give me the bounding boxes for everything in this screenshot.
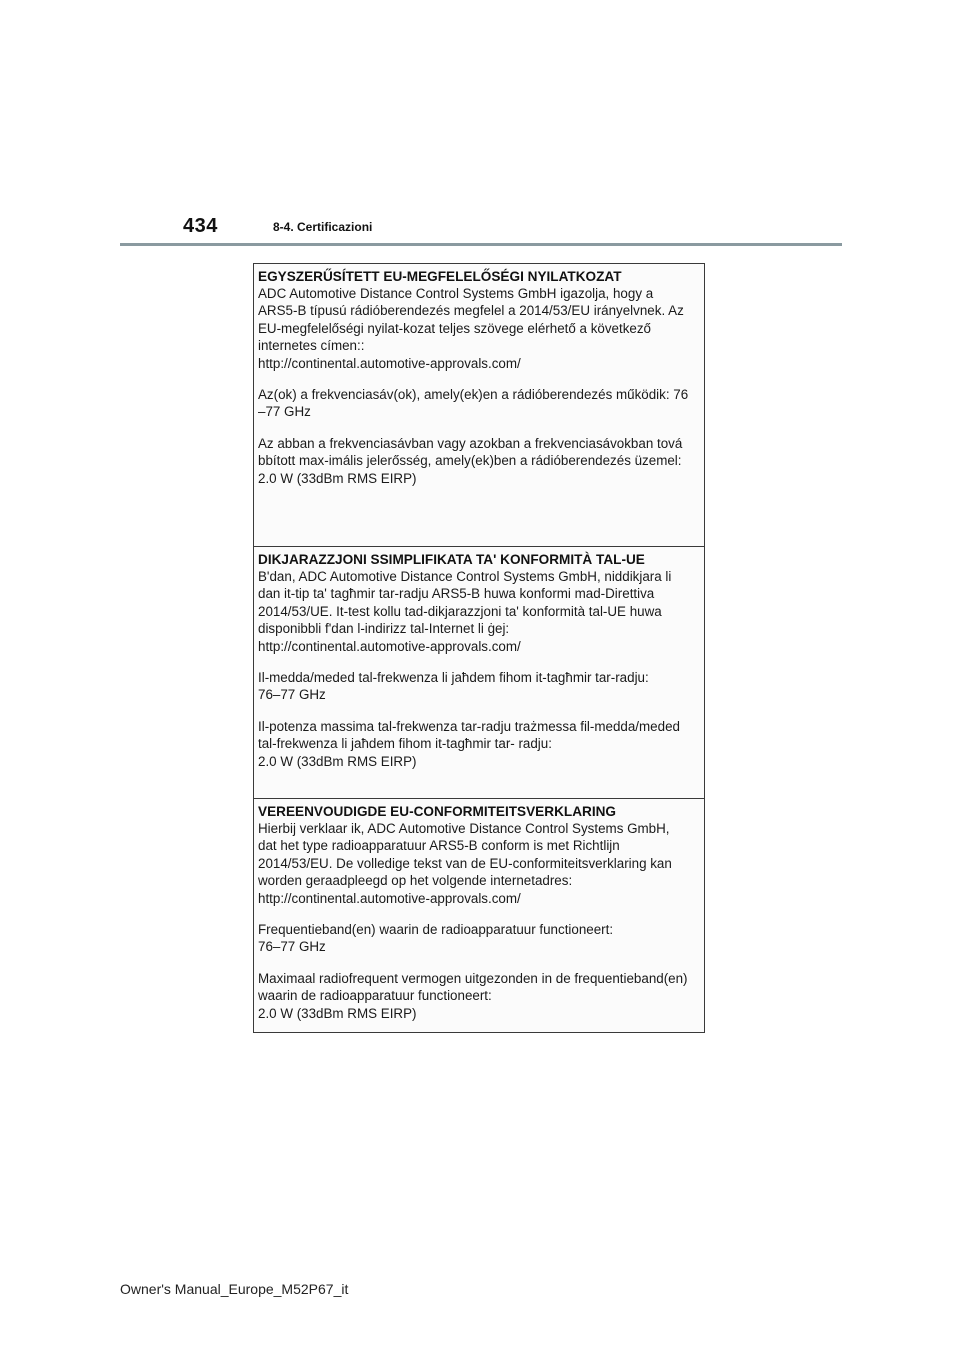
declaration-scan	[253, 263, 705, 1033]
text-line: ADC Automotive Distance Control Systems GmbH igazolja, hogy a	[258, 286, 654, 301]
text-line: waarin de radioapparatuur functioneert:	[258, 988, 492, 1004]
text-line: B'dan, ADC Automotive Distance Control Systems GmbH, niddikjara li	[258, 569, 672, 584]
text-line: 2014/53/EU. De volledige tekst van de EU-conformiteitsverklaring kan	[258, 855, 672, 871]
declaration-heading: VEREENVOUDIGDE EU-CONFORMITEITSVERKLARING	[258, 804, 616, 819]
declaration-dutch	[254, 798, 704, 1032]
text-line: 2.0 W (33dBm RMS EIRP)	[258, 753, 417, 769]
declaration-paragraph	[258, 568, 700, 655]
text-line: Maximaal radiofrequent vermogen uitgezonden in de frequentieband(en)	[258, 970, 688, 986]
power-paragraph	[258, 435, 700, 487]
declaration-paragraph	[258, 285, 700, 372]
text-line: EU-megfelelőségi nyilat-kozat teljes szövege elérhető a következő	[258, 320, 651, 336]
manual-footer: Owner's Manual_Europe_M52P67_it	[120, 1281, 349, 1297]
text-line: 2014/53/UE. It-test kollu tad-dikjarazzjoni ta' konformità tal-UE huwa	[258, 603, 662, 619]
text-line: 2.0 W (33dBm RMS EIRP)	[258, 1005, 417, 1021]
url-line: http://continental.automotive-approvals.com/	[258, 890, 521, 906]
section-title: 8-4. Certificazioni	[273, 220, 373, 234]
frequency-paragraph	[258, 386, 700, 421]
text-line: bbított max-imális jelerősség, amely(ek)ben a rádióberendezés üzemel:	[258, 453, 682, 469]
page-number: 434	[183, 215, 218, 237]
url-line: http://continental.automotive-approvals.com/	[258, 355, 521, 371]
power-paragraph	[258, 970, 700, 1022]
frequency-paragraph	[258, 921, 700, 956]
text-line: dat het type radioapparatuur ARS5-B conform is met Richtlijn	[258, 838, 620, 854]
declaration-maltese	[254, 546, 704, 798]
text-line: 2.0 W (33dBm RMS EIRP)	[258, 470, 417, 486]
text-line: ARS5-B típusú rádióberendezés megfelel a 2014/53/EU irányelvnek. Az	[258, 303, 684, 319]
url-line: http://continental.automotive-approvals.com/	[258, 638, 521, 654]
text-line: worden geraadpleegd op het volgende internetadres:	[258, 873, 573, 889]
text-line: –77 GHz	[258, 404, 311, 420]
declaration-hungarian	[254, 264, 704, 546]
text-line: internetes címen::	[258, 338, 365, 354]
text-line: Il-potenza massima tal-frekwenza tar-radju trażmessa fil-medda/meded	[258, 718, 680, 734]
declaration-paragraph	[258, 820, 700, 907]
declaration-heading: DIKJARAZZJONI SSIMPLIFIKATA TA' KONFORMITÀ TAL-UE	[258, 552, 645, 567]
declaration-heading: EGYSZERŰSÍTETT EU-MEGFELELŐSÉGI NYILATKOZAT	[258, 269, 622, 284]
text-line: dan it-tip ta' tagħmir tar-radju ARS5-B huwa konformi mad-Direttiva	[258, 586, 655, 602]
text-line: Hierbij verklaar ik, ADC Automotive Distance Control Systems GmbH,	[258, 821, 670, 836]
power-paragraph	[258, 718, 700, 770]
text-line: 76–77 GHz	[258, 939, 326, 955]
text-line: tal-frekwenza li jaħdem fihom it-tagħmir tar- radju:	[258, 736, 552, 752]
text-line: 76–77 GHz	[258, 687, 326, 703]
header-divider	[120, 243, 842, 246]
text-line: Frequentieband(en) waarin de radioapparatuur functioneert:	[258, 922, 614, 938]
text-line: Az(ok) a frekvenciasáv(ok), amely(ek)en a rádióberendezés működik: 76	[258, 387, 689, 403]
frequency-paragraph	[258, 669, 700, 704]
text-line: disponibbli f'dan l-indirizz tal-Internet li ġej:	[258, 621, 510, 637]
text-line: Az abban a frekvenciasávban vagy azokban a frekvenciasávokban tová	[258, 435, 683, 451]
text-line: Il-medda/meded tal-frekwenza li jaħdem fihom it-tagħmir tar-radju:	[258, 670, 649, 686]
